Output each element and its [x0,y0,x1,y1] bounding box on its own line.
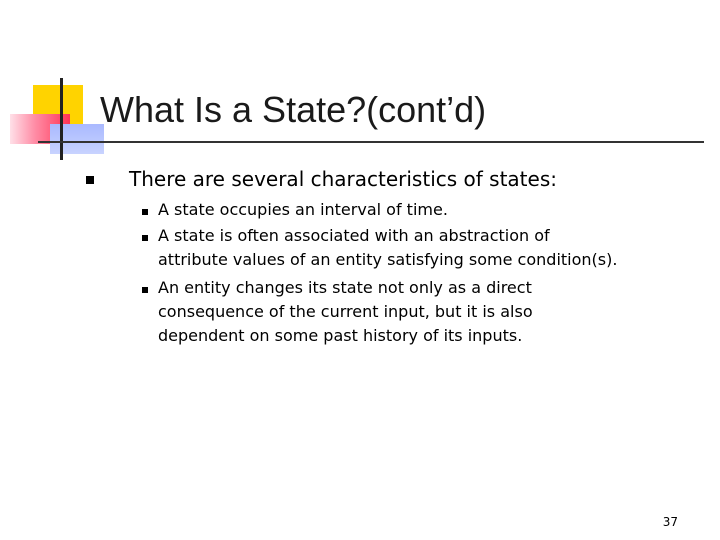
square-bullet-icon [142,235,148,241]
sub-bullet-line: An entity changes its state not only as a direct [158,278,532,297]
square-bullet-icon [142,209,148,215]
sub-bullet-line: A state is often associated with an abstraction of [158,226,550,245]
square-bullet-icon [142,287,148,293]
square-bullet-icon [86,176,94,184]
title-underline [38,141,704,143]
slide-title: What Is a State?(cont’d) [100,89,487,130]
title-decoration-vertical-line [60,78,63,160]
sub-bullet-2 [158,224,617,272]
sub-bullet-line: attribute values of an entity satisfying some condition(s). [158,250,618,269]
sub-bullet-3 [158,276,533,348]
title-decoration-blue-bar [50,124,104,154]
main-bullet-text: There are several characteristics of states: [129,167,557,191]
sub-bullet-line: A state occupies an interval of time. [158,200,448,219]
page-number: 37 [662,515,678,529]
sub-bullet-line: consequence of the current input, but it is also [158,302,533,321]
sub-bullet-1 [158,198,448,222]
sub-bullet-line: dependent on some past history of its inputs. [158,326,523,345]
